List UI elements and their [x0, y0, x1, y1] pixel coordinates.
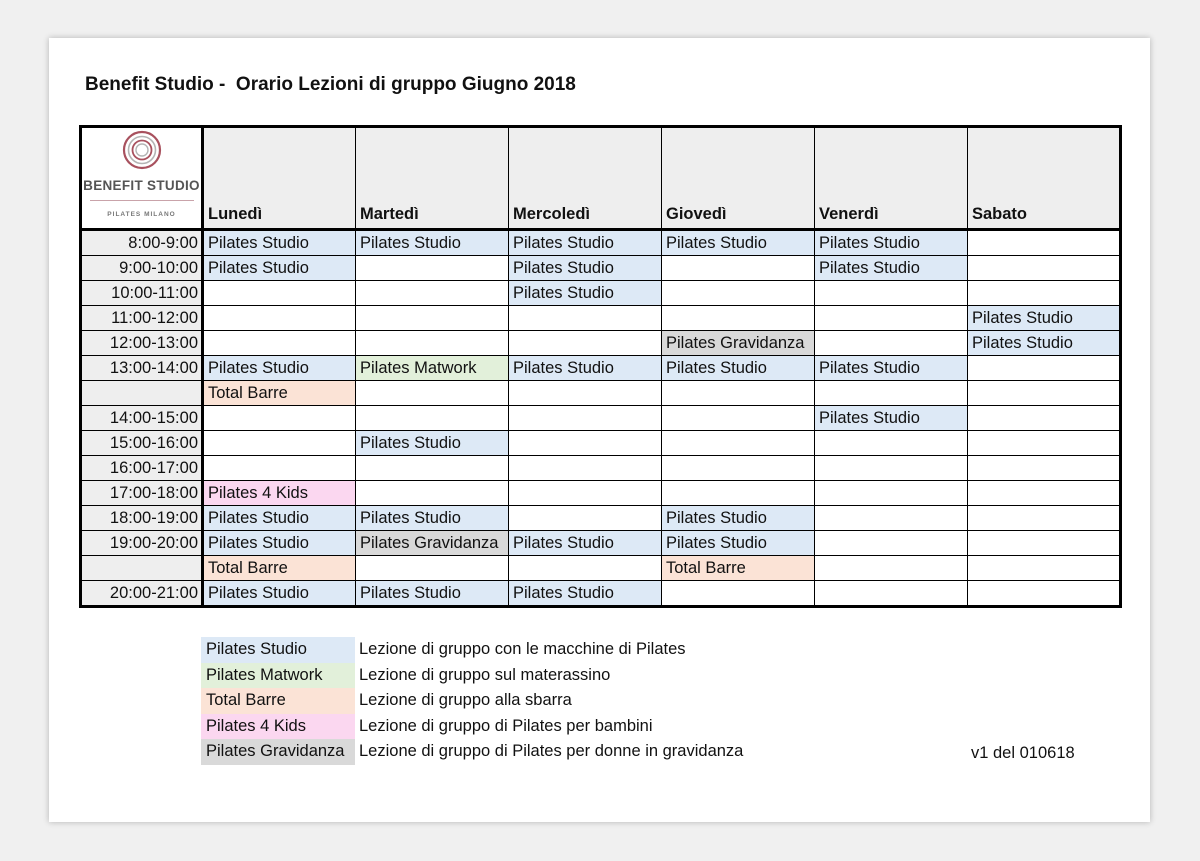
benefit-studio-logo [82, 129, 201, 227]
empty-cell [815, 556, 968, 581]
empty-cell [662, 381, 815, 406]
empty-cell [968, 230, 1121, 256]
day-header: Lunedì [203, 127, 356, 230]
time-slot: 13:00-14:00 [81, 356, 203, 381]
empty-cell [662, 456, 815, 481]
class-cell: Pilates Studio [815, 230, 968, 256]
legend-description: Lezione di gruppo di Pilates per donne in gravidanza [359, 742, 744, 760]
class-cell: Pilates Studio [662, 230, 815, 256]
empty-cell [815, 506, 968, 531]
empty-cell [815, 431, 968, 456]
empty-cell [968, 556, 1121, 581]
legend-swatch-label: Pilates Matwork [201, 663, 355, 689]
class-cell: Pilates Studio [356, 506, 509, 531]
empty-cell [203, 431, 356, 456]
empty-cell [968, 281, 1121, 306]
empty-cell [203, 456, 356, 481]
schedule-row [81, 406, 1121, 431]
empty-cell [815, 281, 968, 306]
header-row [81, 127, 1121, 230]
empty-cell [662, 406, 815, 431]
empty-cell [968, 431, 1121, 456]
class-cell: Pilates Studio [662, 356, 815, 381]
legend-swatch-label: Total Barre [201, 688, 355, 714]
class-cell: Pilates Matwork [356, 356, 509, 381]
empty-cell [815, 581, 968, 607]
class-cell: Pilates Studio [815, 356, 968, 381]
empty-cell [356, 331, 509, 356]
time-slot: 14:00-15:00 [81, 406, 203, 431]
logo-rings-icon [122, 130, 162, 170]
schedule-row [81, 381, 1121, 406]
empty-cell [509, 431, 662, 456]
class-cell: Pilates Studio [968, 306, 1121, 331]
schedule-row [81, 456, 1121, 481]
legend-row [201, 637, 748, 663]
empty-cell [356, 481, 509, 506]
legend-description: Lezione di gruppo sul materassino [359, 665, 611, 684]
empty-cell [815, 306, 968, 331]
day-header: Sabato [968, 127, 1121, 230]
schedule-body [81, 230, 1121, 607]
class-cell: Pilates Studio [203, 256, 356, 281]
time-slot: 11:00-12:00 [81, 306, 203, 331]
legend-row [201, 688, 748, 714]
logo-cell [81, 127, 203, 230]
empty-cell [662, 256, 815, 281]
empty-cell [356, 406, 509, 431]
empty-cell [356, 456, 509, 481]
empty-cell [968, 406, 1121, 431]
schedule-row [81, 431, 1121, 456]
day-header: Venerdì [815, 127, 968, 230]
class-cell: Pilates Studio [509, 230, 662, 256]
logo-subtitle: PILATES MILANO [107, 210, 176, 218]
logo-divider [90, 200, 194, 201]
class-cell: Pilates Studio [662, 506, 815, 531]
time-slot [81, 556, 203, 581]
day-header: Martedì [356, 127, 509, 230]
empty-cell [815, 331, 968, 356]
legend-row [201, 739, 748, 765]
empty-cell [968, 381, 1121, 406]
class-cell: Pilates Studio [203, 506, 356, 531]
empty-cell [815, 531, 968, 556]
class-cell: Pilates Studio [203, 581, 356, 607]
time-slot: 19:00-20:00 [81, 531, 203, 556]
empty-cell [509, 406, 662, 431]
legend-description: Lezione di gruppo alla sbarra [359, 691, 572, 709]
empty-cell [356, 381, 509, 406]
class-cell: Pilates Studio [203, 230, 356, 256]
empty-cell [968, 581, 1121, 607]
empty-cell [662, 431, 815, 456]
empty-cell [509, 481, 662, 506]
schedule-row [81, 281, 1121, 306]
time-slot: 12:00-13:00 [81, 331, 203, 356]
class-cell: Pilates Gravidanza [662, 331, 815, 356]
empty-cell [509, 506, 662, 531]
class-cell: Pilates 4 Kids [203, 481, 356, 506]
legend-description: Lezione di gruppo di Pilates per bambini [359, 716, 653, 735]
empty-cell [203, 306, 356, 331]
class-cell: Pilates Studio [968, 331, 1121, 356]
class-cell: Total Barre [203, 556, 356, 581]
empty-cell [509, 306, 662, 331]
schedule-row [81, 256, 1121, 281]
empty-cell [662, 306, 815, 331]
schedule-row [81, 531, 1121, 556]
empty-cell [356, 306, 509, 331]
class-cell: Pilates Studio [356, 581, 509, 607]
legend-row [201, 714, 748, 740]
schedule-row [81, 581, 1121, 607]
empty-cell [356, 256, 509, 281]
legend-swatch-label: Pilates Gravidanza [201, 739, 355, 765]
class-cell: Pilates Studio [509, 531, 662, 556]
schedule-row [81, 556, 1121, 581]
schedule-row [81, 306, 1121, 331]
empty-cell [662, 481, 815, 506]
schedule-row [81, 356, 1121, 381]
class-cell: Pilates Studio [509, 581, 662, 607]
class-cell: Pilates Studio [203, 531, 356, 556]
empty-cell [968, 256, 1121, 281]
class-cell: Pilates Studio [815, 256, 968, 281]
empty-cell [968, 481, 1121, 506]
empty-cell [815, 381, 968, 406]
legend-table [201, 637, 748, 765]
class-cell: Total Barre [662, 556, 815, 581]
legend-swatch-label: Pilates 4 Kids [201, 714, 355, 740]
empty-cell [203, 331, 356, 356]
empty-cell [815, 481, 968, 506]
version-note: v1 del 010618 [971, 744, 1075, 762]
empty-cell [509, 381, 662, 406]
time-slot: 9:00-10:00 [81, 256, 203, 281]
empty-cell [356, 281, 509, 306]
empty-cell [203, 406, 356, 431]
time-slot: 15:00-16:00 [81, 431, 203, 456]
empty-cell [968, 531, 1121, 556]
empty-cell [968, 356, 1121, 381]
logo-name: BENEFIT STUDIO [83, 177, 200, 193]
day-header: Giovedì [662, 127, 815, 230]
empty-cell [509, 331, 662, 356]
class-cell: Pilates Studio [509, 356, 662, 381]
time-slot: 20:00-21:00 [81, 581, 203, 607]
class-cell: Total Barre [203, 381, 356, 406]
empty-cell [203, 281, 356, 306]
empty-cell [356, 556, 509, 581]
class-cell: Pilates Studio [509, 281, 662, 306]
time-slot: 17:00-18:00 [81, 481, 203, 506]
class-cell: Pilates Studio [509, 256, 662, 281]
schedule-table [79, 125, 1122, 608]
legend-description: Lezione di gruppo con le macchine di Pilates [359, 640, 686, 658]
empty-cell [662, 581, 815, 607]
empty-cell [968, 506, 1121, 531]
time-slot: 10:00-11:00 [81, 281, 203, 306]
empty-cell [662, 281, 815, 306]
class-cell: Pilates Studio [356, 230, 509, 256]
class-cell: Pilates Studio [815, 406, 968, 431]
class-cell: Pilates Gravidanza [356, 531, 509, 556]
schedule-row [81, 481, 1121, 506]
class-cell: Pilates Studio [356, 431, 509, 456]
time-slot [81, 381, 203, 406]
empty-cell [815, 456, 968, 481]
page-title: Benefit Studio - Orario Lezioni di gruppo Giugno 2018 [85, 74, 576, 95]
legend-swatch-label: Pilates Studio [201, 637, 355, 663]
day-header: Mercoledì [509, 127, 662, 230]
empty-cell [509, 456, 662, 481]
time-slot: 18:00-19:00 [81, 506, 203, 531]
schedule-row [81, 506, 1121, 531]
empty-cell [509, 556, 662, 581]
schedule-row [81, 230, 1121, 256]
schedule-row [81, 331, 1121, 356]
legend-row [201, 663, 748, 689]
class-cell: Pilates Studio [662, 531, 815, 556]
empty-cell [968, 456, 1121, 481]
class-cell: Pilates Studio [203, 356, 356, 381]
time-slot: 16:00-17:00 [81, 456, 203, 481]
time-slot: 8:00-9:00 [81, 230, 203, 256]
